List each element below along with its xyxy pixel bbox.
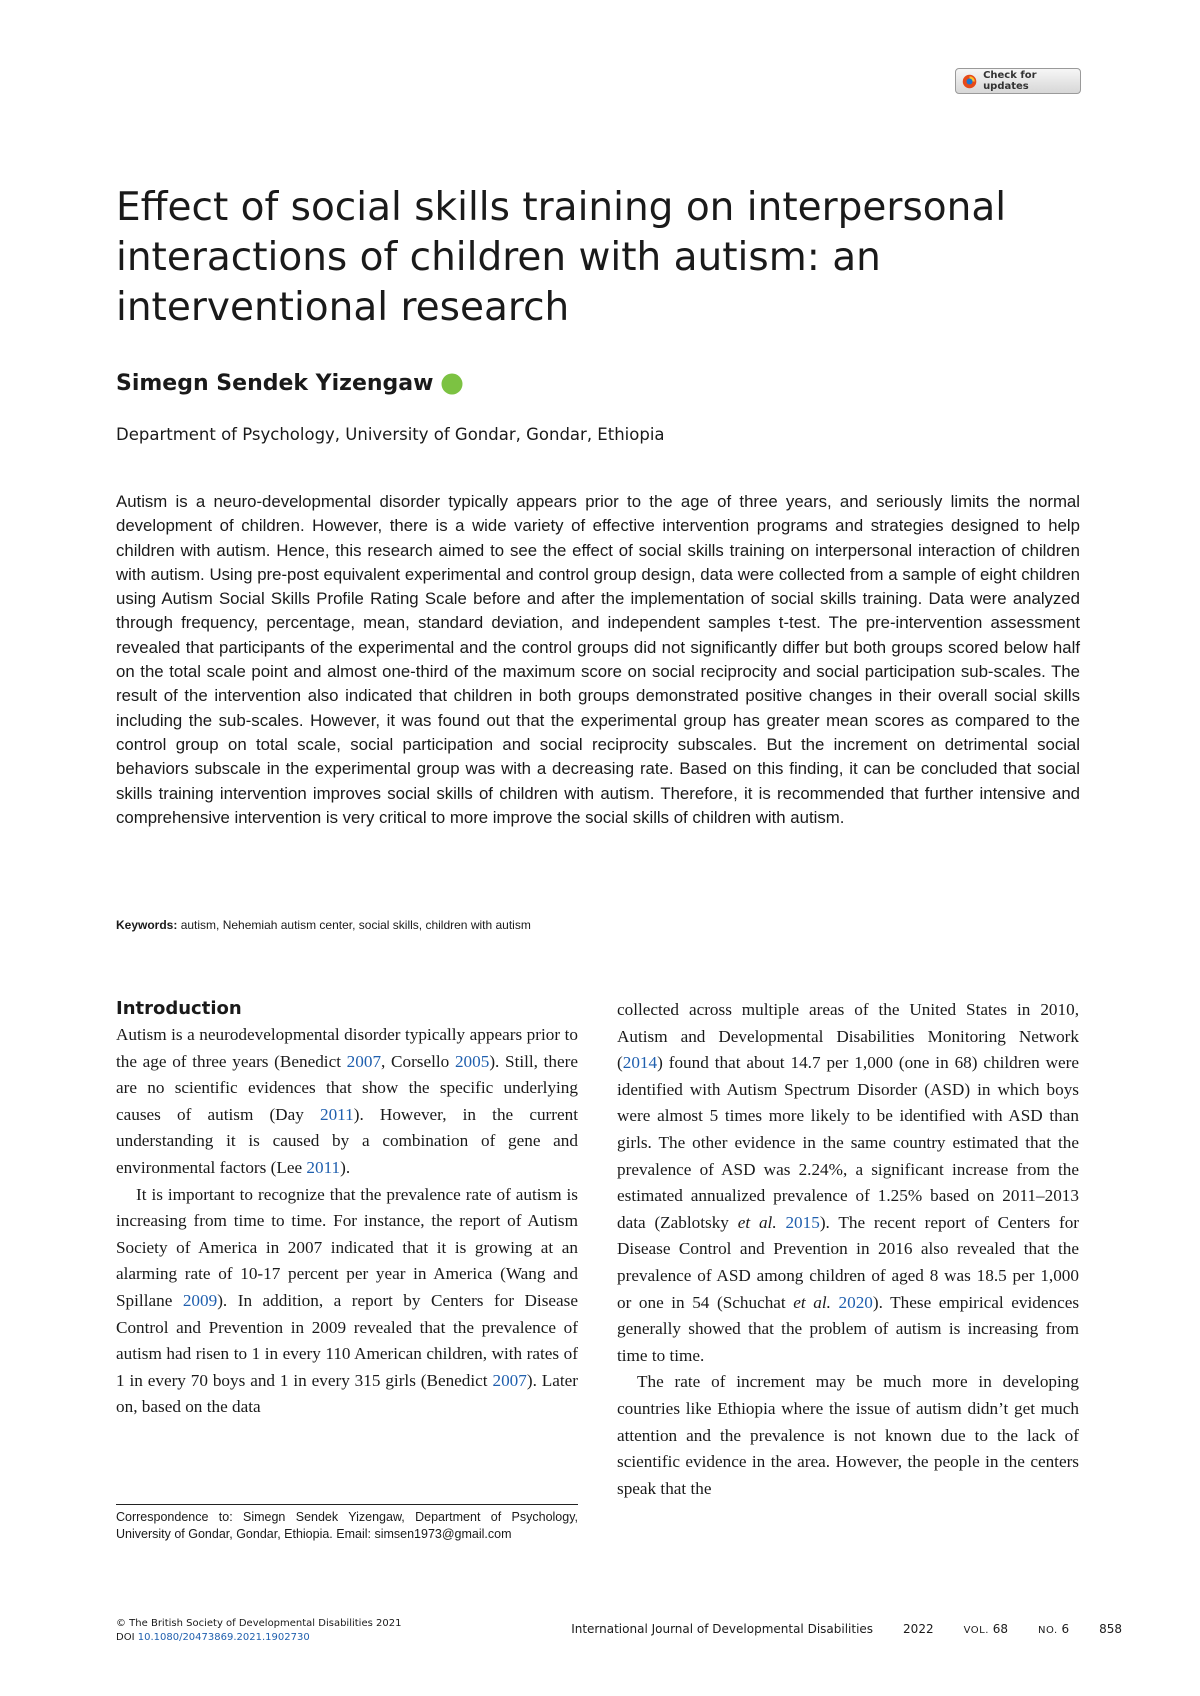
footer-no-label: NO. [1038,1625,1058,1636]
citation-link[interactable]: 2007 [492,1370,527,1390]
footer-journal-name: International Journal of Developmental Disabilities [571,1622,874,1636]
intro-paragraph-4: The rate of increment may be much more in developing countries like Ethiopia where the issue of autism didn’t get much attention and the prevalence is not known due to the lack of scientific evidence in the area. However, the people in the centers speak that the [617,1372,1079,1498]
footer-doi: DOI 10.1080/20473869.2021.1902730 [116,1632,310,1643]
abstract: Autism is a neuro-developmental disorder typically appears prior to the age of three years, and seriously limits the normal development of children. However, there is a wide variety of effective intervention programs and strategies designed to help children with autism. Hence, this research aimed to see the effect of social skills training on interpersonal interaction of children with autism. Using pre-post equivalent experimental and control group design, data were collected from a sample of eight children using Autism Social Skills Profile Rating Scale before and after the implementation of social skills training. Data were analyzed through frequency, percentage, mean, standard deviation, and independent samples t-test. The pre-intervention assessment revealed that participants of the experimental and the control groups did not significantly differ but both groups scored below half on the total scale point and almost one-third of the maximum score on social reciprocity and social participation sub-scales. The result of the intervention also indicated that children in both groups demonstrated positive changes in their overall social skills including the sub-scales. However, it was found out that the experimental group has greater mean scores as compared to the control group on total scale, social participation and social reciprocity subscales. But the increment on detrimental social behaviors subscale in the experimental group was with a decreasing rate. Based on this finding, it can be concluded that social skills training intervention improves social skills of children with autism. Therefore, it is recommended that further intensive and comprehensive intervention is very critical to more improve the social skills of children with autism. [116,492,1080,827]
orcid-icon[interactable] [441,373,463,395]
footer-vol: 68 [992,1622,1008,1636]
intro-paragraph-3: collected across multiple areas of the United States in 2010, Autism and Developmental Disabilities Monitoring Network (2014) found that about 14.7 per 1,000 (one in 68) children were identified with Autism Spectrum Disorder (ASD) in which boys were almost 5 times more likely to be identified with ASD than girls. The other evidence in the same country estimated that the prevalence of ASD was 2.24%, a significant increase from the estimated annualized prevalence of 1.25% based on 2011–2013 data (Zablotsky et al. 2015). The recent report of Centers for Disease Control and Prevention in 2016 also revealed that the prevalence of ASD among children of aged 8 was 18.5 per 1,000 or one in 54 (Schuchat et al. 2020). These empirical evidences generally showed that the problem of autism is increasing from time to time. [617,1000,1080,1365]
footer-journal-info [571,1622,1122,1636]
doi-link[interactable]: 10.1080/20473869.2021.1902730 [137,1632,310,1643]
keywords-label: Keywords: [116,918,178,932]
footer-left [116,1617,401,1645]
citation-link[interactable]: 2005 [454,1051,490,1071]
footer-vol-label: VOL. [963,1625,989,1636]
citation-link[interactable]: 2015 [785,1212,820,1232]
check-for-updates-label: Check for updates [983,70,1037,92]
check-for-updates-icon [962,73,977,90]
citation-link[interactable]: 2011 [306,1157,341,1177]
check-for-updates-button[interactable] [955,68,1081,94]
footer-page-number: 858 [1099,1622,1122,1636]
author-line [116,371,463,396]
author-affiliation: Department of Psychology, University of Gondar, Gondar, Ethiopia [116,425,665,444]
introduction-heading: Introduction [116,998,242,1019]
article-title: Effect of social skills training on interpersonal interactions of children with autism: an interventional research [116,185,1007,330]
correspondence-note: Correspondence to: Simegn Sendek Yizengaw, Department of Psychology, University of Gondar, Gondar, Ethiopia. Email: simsen1973@gmail.com [116,1510,578,1541]
intro-paragraph-1: Autism is a neurodevelopmental disorder typically appears prior to the age of three years (Benedict 2007, Corsello 2005). Still, there are no scientific evidences that show the specific underlying causes of autism (Day 2011). However, in the current understanding it is caused by a combination of gene and environmental factors (Lee 2011). [116,1025,579,1177]
footer-copyright: © The British Society of Developmental Disabilities 2021 [116,1618,402,1629]
citation-link[interactable]: 2011 [319,1104,354,1124]
footer-year: 2022 [903,1622,934,1636]
citation-link[interactable]: 2014 [622,1053,658,1073]
intro-paragraph-2: It is important to recognize that the prevalence rate of autism is increasing from time to time. For instance, the report of Autism Society of America in 2007 indicated that it is growing at an alarming rate of 10-17 percent per year in America (Wang and Spillane 2009). In addition, a report by Centers for Disease Control and Prevention in 2009 revealed that the prevalence of autism had risen to 1 in every 110 American children, with rates of 1 in every 70 boys and 1 in every 315 girls (Benedict 2007). Later on, based on the data [116,1184,579,1417]
citation-link[interactable]: 2007 [346,1051,382,1071]
keywords-text: autism, Nehemiah autism center, social skills, children with autism [180,918,531,932]
footer-no: 6 [1061,1622,1070,1636]
correspondence-divider [116,1504,578,1505]
right-column [617,997,1079,1502]
author-name: Simegn Sendek Yizengaw [116,371,434,396]
keywords [116,918,531,932]
citation-link[interactable]: 2020 [838,1292,873,1312]
left-column [116,996,578,1421]
citation-link[interactable]: 2009 [182,1290,218,1310]
